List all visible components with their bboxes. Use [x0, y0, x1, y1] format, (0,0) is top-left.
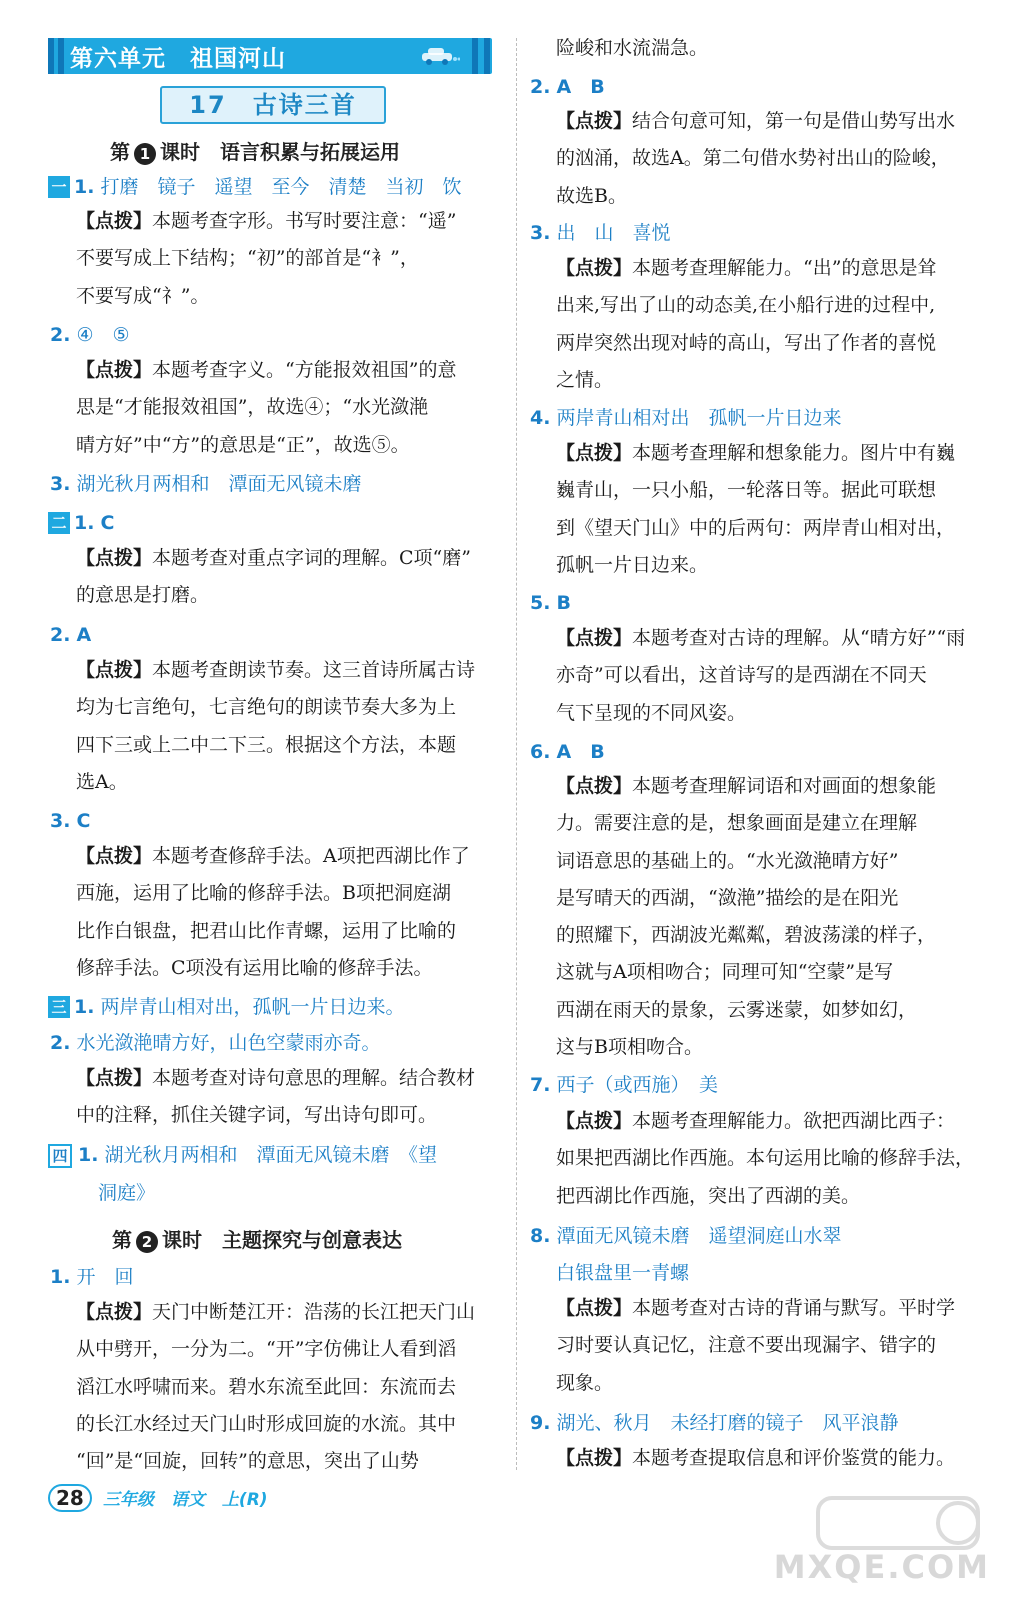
question-number: 8. [530, 1225, 551, 1247]
question-row-cont [556, 1262, 689, 1284]
tip-label: 【点拨】 [556, 110, 633, 132]
answer-text: A B [556, 76, 605, 98]
tip-block [76, 1060, 496, 1135]
tip-block [556, 250, 980, 399]
answer-text: 潭面无风镜未磨 遥望洞庭山水翠 [556, 1225, 842, 1247]
question-number: 1. [74, 512, 95, 534]
car-icon [416, 47, 460, 65]
page-number: 28 [48, 1484, 92, 1512]
answer-text: A B [556, 741, 605, 763]
answer-text: C [76, 810, 91, 832]
tip-line: 气下呈现的不同风姿。 [556, 701, 747, 724]
tip-label: 【点拨】 [556, 442, 633, 464]
tip-block [556, 103, 980, 215]
tip-line: 词语意思的基础上的。“水光潋滟晴方好” [556, 849, 899, 872]
class-pre: 第 [112, 1228, 132, 1252]
tip-line: 的照耀下，西湖波光粼粼，碧波荡漾的样子， [556, 924, 937, 947]
answer-text: 洞庭》 [98, 1182, 156, 1204]
class-title-2 [112, 1224, 402, 1253]
lesson-title-box [160, 86, 386, 124]
tip-block [556, 1103, 980, 1215]
tip-line: 亦奇”可以看出，这首诗写的是西湖在不同天 [556, 664, 927, 687]
tip-line: 本题考查理解词语和对画面的想象能 [632, 775, 937, 797]
question-row [50, 1266, 134, 1288]
tip-line: 本题考查对古诗的理解。从“晴方好”“雨 [632, 627, 966, 649]
tip-line: 天门中断楚江开：浩荡的长江把天门山 [152, 1301, 476, 1323]
tip-label: 【点拨】 [556, 1297, 633, 1319]
banner-bar [484, 38, 490, 74]
tip-line: 本题考查对诗句意思的理解。结合教材 [152, 1067, 476, 1089]
class-pre: 第 [110, 140, 130, 164]
tip-line: 习时要认真记忆，注意不要出现漏字、错字的 [556, 1334, 937, 1357]
tip-block [76, 352, 496, 464]
banner-bar [48, 38, 54, 74]
tip-line: 本题考查理解和想象能力。图片中有巍 [632, 442, 956, 464]
tip-label: 【点拨】 [76, 210, 153, 232]
answer-text: 两岸青山相对出 孤帆一片日边来 [556, 407, 842, 429]
question-row [530, 222, 671, 244]
tip-line: 本题考查对重点字词的理解。C项“磨” [152, 547, 471, 569]
class-number: 1 [134, 143, 156, 165]
tip-block [556, 1440, 980, 1477]
tip-label: 【点拨】 [556, 1447, 633, 1469]
question-row [530, 1225, 842, 1247]
question-number: 3. [50, 473, 71, 495]
tip-line: 的长江水经过天门山时形成回旋的水流。其中 [76, 1412, 457, 1435]
tip-line: 是写晴天的西湖，“潋滟”描绘的是在阳光 [556, 886, 899, 909]
tip-label: 【点拨】 [76, 659, 153, 681]
answer-text: 两岸青山相对出，孤帆一片日边来。 [100, 996, 405, 1018]
tip-line: 西施，运用了比喻的修辞手法。B项把洞庭湖 [76, 882, 451, 905]
answer-text: 开 回 [76, 1266, 134, 1288]
class-post: 课时 语言积累与拓展运用 [160, 140, 400, 164]
question-number: 9. [530, 1412, 551, 1434]
tip-label: 【点拨】 [556, 627, 633, 649]
tip-line: 从中劈开，一分为二。“开”字仿佛让人看到滔 [76, 1338, 457, 1361]
class-title-1 [110, 136, 400, 165]
tip-block [76, 838, 496, 987]
question-number: 4. [530, 407, 551, 429]
answer-text: 西子（或西施） 美 [556, 1074, 719, 1096]
answer-text: 水光潋滟晴方好，山色空蒙雨亦奇。 [76, 1032, 381, 1054]
tip-label: 【点拨】 [556, 257, 633, 279]
tip-label: 【点拨】 [556, 1110, 633, 1132]
tip-line: 本题考查提取信息和评价鉴赏的能力。 [632, 1447, 956, 1469]
tip-label: 【点拨】 [556, 775, 633, 797]
tip-block [556, 768, 980, 1066]
tip-block [76, 1294, 496, 1480]
tip-line: 滔江水呼啸而来。碧水东流至此回：东流而去 [76, 1375, 457, 1398]
question-number: 2. [50, 624, 71, 646]
tip-line: 修辞手法。C项没有运用比喻的修辞手法。 [76, 956, 433, 979]
tip-line: 的意思是打磨。 [76, 584, 210, 607]
question-row [50, 624, 91, 646]
question-number: 2. [50, 324, 71, 346]
question-number: 2. [530, 76, 551, 98]
question-row [78, 1144, 437, 1166]
question-number: 2. [50, 1032, 71, 1054]
question-row [530, 1412, 899, 1434]
tip-line: 巍青山，一只小船，一轮落日等。据此可联想 [556, 479, 937, 502]
watermark-text: MXQE.COM [773, 1548, 990, 1586]
tip-line: 思是“才能报效祖国”，故选④；“水光潋滟 [76, 396, 429, 419]
tip-line: 选A。 [76, 770, 128, 793]
answer-text: 湖光秋月两相和 潭面无风镜未磨 《望 [104, 1144, 438, 1166]
tip-line: 到《望天门山》中的后两句：两岸青山相对出， [556, 516, 956, 539]
tip-line: 两岸突然出现对峙的高山，写出了作者的喜悦 [556, 331, 937, 354]
tip-line: 中的注释，抓住关键字词，写出诗句即可。 [76, 1104, 438, 1127]
question-number: 6. [530, 741, 551, 763]
tip-line: 四下三或上二中二下三。根据这个方法，本题 [76, 733, 457, 756]
answer-text: A [76, 624, 92, 646]
question-number: 3. [530, 222, 551, 244]
tip-block [76, 203, 496, 315]
answer-text: B [556, 592, 571, 614]
banner-bar [58, 38, 64, 74]
tip-continuation [556, 30, 980, 67]
column-divider [516, 38, 517, 1470]
question-number: 1. [50, 1266, 71, 1288]
question-number: 1. [74, 996, 95, 1018]
tip-line: 险峻和水流湍急。 [556, 37, 709, 59]
tip-line: 孤帆一片日边来。 [556, 553, 709, 576]
banner-bar [472, 38, 478, 74]
section-marker-2: 二 [48, 512, 70, 534]
tip-line: 本题考查修辞手法。A项把西湖比作了 [152, 845, 470, 867]
lesson-title: 17 古诗三首 [189, 91, 357, 119]
tip-line: 比作白银盘，把君山比作青螺，运用了比喻的 [76, 919, 457, 942]
tip-block [556, 1290, 980, 1402]
question-row [50, 473, 362, 495]
unit-title: 第六单元 祖国河山 [70, 46, 286, 72]
tip-line: 本题考查对古诗的背诵与默写。平时学 [632, 1297, 956, 1319]
tip-line: 出来,写出了山的动态美,在小船行进的过程中, [556, 294, 936, 317]
question-row [530, 76, 605, 98]
tip-line: 本题考查朗读节奏。这三首诗所属古诗 [152, 659, 476, 681]
section-marker-3: 三 [48, 996, 70, 1018]
tip-label: 【点拨】 [76, 547, 153, 569]
section-marker-1: 一 [48, 176, 70, 198]
question-row [74, 996, 405, 1018]
question-number: 1. [74, 176, 95, 198]
tip-line: 本题考查字义。“方能报效祖国”的意 [152, 359, 457, 381]
question-row [530, 592, 571, 614]
tip-line: 不要写成上下结构；“初”的部首是“衤”， [76, 247, 419, 270]
tip-line: 西湖在雨天的景象，云雾迷蒙，如梦如幻， [556, 998, 918, 1021]
tip-label: 【点拨】 [76, 359, 153, 381]
tip-block [76, 652, 496, 801]
tip-line: 本题考查理解能力。“出”的意思是耸 [632, 257, 937, 279]
tip-block [556, 620, 980, 732]
tip-block [556, 435, 980, 584]
question-row-cont [98, 1182, 155, 1204]
tip-line: 本题考查理解能力。欲把西湖比西子： [632, 1110, 956, 1132]
tip-line: 不要写成“礻”。 [76, 284, 210, 307]
answer-text: 湖光秋月两相和 潭面无风镜未磨 [76, 473, 362, 495]
answer-text: 湖光、秋月 未经打磨的镜子 风平浪静 [556, 1412, 899, 1434]
question-number: 7. [530, 1074, 551, 1096]
tip-label: 【点拨】 [76, 845, 153, 867]
answer-text: 打磨 镜子 遥望 至今 清楚 当初 饮 [100, 176, 462, 198]
tip-line: 的汹涌，故选A。第二句借水势衬出山的险峻， [556, 147, 950, 170]
question-row [50, 324, 130, 346]
question-number: 3. [50, 810, 71, 832]
class-number: 2 [136, 1231, 158, 1253]
tip-line: 现象。 [556, 1371, 614, 1394]
tip-line: “回”是“回旋，回转”的意思，突出了山势 [76, 1450, 419, 1473]
page-footer [48, 1484, 268, 1514]
tip-line: 这就与A项相吻合；同理可知“空蒙”是写 [556, 961, 894, 984]
tip-line: 把西湖比作西施，突出了西湖的美。 [556, 1184, 861, 1207]
tip-line: 故选B。 [556, 184, 627, 207]
tip-line: 结合句意可知，第一句是借山势写出水 [632, 110, 956, 132]
tip-block [76, 540, 496, 615]
question-row [530, 1074, 718, 1096]
question-row [530, 407, 842, 429]
tip-line: 均为七言绝句，七言绝句的朗读节奏大多为上 [76, 696, 457, 719]
question-row [50, 810, 90, 832]
question-row [74, 176, 462, 198]
tip-label: 【点拨】 [76, 1067, 153, 1089]
answer-text: 白银盘里一青螺 [556, 1262, 690, 1284]
answer-text: ④ ⑤ [76, 324, 130, 346]
answer-text: 出 山 喜悦 [556, 222, 671, 244]
tip-line: 这与B项相吻合。 [556, 1036, 703, 1059]
unit-banner [48, 38, 492, 74]
question-number: 1. [78, 1144, 99, 1166]
tip-line: 如果把西湖比作西施。本句运用比喻的修辞手法， [556, 1147, 975, 1170]
question-row [530, 741, 605, 763]
book-series: 三年级 语文 上(R) [102, 1490, 268, 1510]
question-row [50, 1032, 381, 1054]
question-row [74, 512, 114, 534]
question-number: 5. [530, 592, 551, 614]
tip-label: 【点拨】 [76, 1301, 153, 1323]
tip-line: 晴方好”中“方”的意思是“正”，故选⑤。 [76, 433, 410, 456]
tip-line: 力。需要注意的是，想象画面是建立在理解 [556, 812, 918, 835]
tip-line: 之情。 [556, 368, 614, 391]
answer-text: C [100, 512, 115, 534]
section-marker-4: 四 [48, 1144, 72, 1168]
tip-line: 本题考查字形。书写时要注意：“遥” [152, 210, 457, 232]
class-post: 课时 主题探究与创意表达 [162, 1228, 402, 1252]
